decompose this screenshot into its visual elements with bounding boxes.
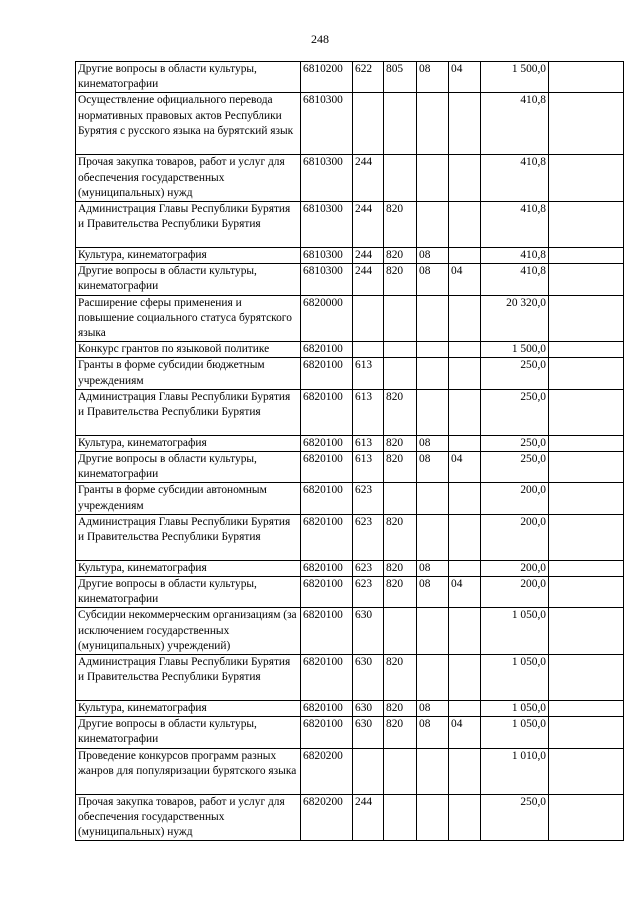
ministry-code: 820: [384, 202, 417, 248]
expense-type-code: 630: [353, 655, 384, 701]
ministry-code: 820: [384, 435, 417, 451]
table-row: [76, 389, 624, 435]
extra-column: [549, 514, 624, 560]
amount: 1 500,0: [481, 342, 549, 358]
amount: 200,0: [481, 560, 549, 576]
table-row: [76, 514, 624, 560]
table-row: [76, 248, 624, 264]
section-code: 08: [417, 560, 449, 576]
extra-column: [549, 62, 624, 93]
extra-column: [549, 483, 624, 514]
row-name: Администрация Главы Республики Бурятия и Правительства Республики Бурятия: [76, 514, 301, 560]
section-code: [417, 295, 449, 342]
section-code: 08: [417, 248, 449, 264]
extra-column: [549, 794, 624, 841]
expense-type-code: 244: [353, 202, 384, 248]
row-name: Другие вопросы в области культуры, кинематографии: [76, 577, 301, 608]
subsection-code: [449, 248, 481, 264]
extra-column: [549, 155, 624, 202]
expense-type-code: [353, 748, 384, 794]
row-name: Администрация Главы Республики Бурятия и Правительства Республики Бурятия: [76, 655, 301, 701]
ministry-code: 820: [384, 514, 417, 560]
target-code: 6820100: [301, 389, 353, 435]
row-name: Субсидии некоммерческим организациям (за исключением государственных (муниципальных) учреждений): [76, 608, 301, 655]
target-code: 6810300: [301, 93, 353, 155]
amount: 250,0: [481, 358, 549, 389]
row-name: Культура, кинематография: [76, 560, 301, 576]
amount: 410,8: [481, 93, 549, 155]
ministry-code: [384, 608, 417, 655]
expense-type-code: [353, 295, 384, 342]
target-code: 6820100: [301, 577, 353, 608]
ministry-code: [384, 483, 417, 514]
table-row: [76, 794, 624, 841]
expense-type-code: 623: [353, 560, 384, 576]
target-code: 6820200: [301, 794, 353, 841]
ministry-code: [384, 93, 417, 155]
extra-column: [549, 452, 624, 483]
table-row: [76, 264, 624, 295]
subsection-code: 04: [449, 264, 481, 295]
amount: 200,0: [481, 514, 549, 560]
row-name: Осуществление официального перевода нормативных правовых актов Республики Бурятия с русского языка на бурятский язык: [76, 93, 301, 155]
subsection-code: 04: [449, 717, 481, 748]
section-code: [417, 794, 449, 841]
row-name: Другие вопросы в области культуры, кинематографии: [76, 717, 301, 748]
row-name: Прочая закупка товаров, работ и услуг для обеспечения государственных (муниципальных) нужд: [76, 794, 301, 841]
target-code: 6820100: [301, 435, 353, 451]
section-code: 08: [417, 701, 449, 717]
table-row: [76, 62, 624, 93]
extra-column: [549, 389, 624, 435]
extra-column: [549, 717, 624, 748]
amount: 410,8: [481, 155, 549, 202]
expense-type-code: [353, 93, 384, 155]
row-name: Другие вопросы в области культуры, кинематографии: [76, 264, 301, 295]
target-code: 6810300: [301, 264, 353, 295]
target-code: 6820100: [301, 452, 353, 483]
table-row: [76, 452, 624, 483]
amount: 410,8: [481, 202, 549, 248]
ministry-code: 820: [384, 452, 417, 483]
budget-table: [75, 61, 624, 841]
ministry-code: 820: [384, 717, 417, 748]
row-name: Конкурс грантов по языковой политике: [76, 342, 301, 358]
subsection-code: [449, 93, 481, 155]
expense-type-code: 613: [353, 452, 384, 483]
target-code: 6810300: [301, 248, 353, 264]
expense-type-code: 630: [353, 608, 384, 655]
amount: 250,0: [481, 794, 549, 841]
table-row: [76, 560, 624, 576]
section-code: [417, 483, 449, 514]
row-name: Культура, кинематография: [76, 701, 301, 717]
amount: 250,0: [481, 452, 549, 483]
subsection-code: [449, 560, 481, 576]
subsection-code: 04: [449, 452, 481, 483]
table-row: [76, 483, 624, 514]
expense-type-code: [353, 342, 384, 358]
extra-column: [549, 701, 624, 717]
ministry-code: 820: [384, 248, 417, 264]
ministry-code: [384, 794, 417, 841]
table-row: [76, 608, 624, 655]
section-code: 08: [417, 62, 449, 93]
section-code: [417, 202, 449, 248]
table-row: [76, 295, 624, 342]
amount: 250,0: [481, 389, 549, 435]
subsection-code: [449, 748, 481, 794]
subsection-code: [449, 295, 481, 342]
section-code: [417, 514, 449, 560]
subsection-code: [449, 155, 481, 202]
target-code: 6820100: [301, 655, 353, 701]
row-name: Администрация Главы Республики Бурятия и Правительства Республики Бурятия: [76, 202, 301, 248]
table-row: [76, 93, 624, 155]
row-name: Гранты в форме субсидии автономным учреждениям: [76, 483, 301, 514]
row-name: Культура, кинематография: [76, 435, 301, 451]
target-code: 6820100: [301, 701, 353, 717]
target-code: 6820100: [301, 717, 353, 748]
extra-column: [549, 560, 624, 576]
section-code: 08: [417, 577, 449, 608]
target-code: 6820100: [301, 358, 353, 389]
subsection-code: [449, 514, 481, 560]
expense-type-code: 613: [353, 435, 384, 451]
ministry-code: 805: [384, 62, 417, 93]
target-code: 6810300: [301, 202, 353, 248]
section-code: [417, 358, 449, 389]
table-row: [76, 655, 624, 701]
subsection-code: [449, 794, 481, 841]
extra-column: [549, 577, 624, 608]
row-name: Культура, кинематография: [76, 248, 301, 264]
target-code: 6810300: [301, 155, 353, 202]
extra-column: [549, 202, 624, 248]
amount: 1 500,0: [481, 62, 549, 93]
table-row: [76, 358, 624, 389]
expense-type-code: 613: [353, 358, 384, 389]
section-code: [417, 155, 449, 202]
expense-type-code: 244: [353, 248, 384, 264]
expense-type-code: 623: [353, 514, 384, 560]
expense-type-code: 630: [353, 701, 384, 717]
section-code: [417, 93, 449, 155]
expense-type-code: 623: [353, 483, 384, 514]
amount: 410,8: [481, 264, 549, 295]
subsection-code: 04: [449, 577, 481, 608]
amount: 1 050,0: [481, 701, 549, 717]
expense-type-code: 244: [353, 264, 384, 295]
ministry-code: [384, 358, 417, 389]
subsection-code: [449, 389, 481, 435]
amount: 250,0: [481, 435, 549, 451]
row-name: Другие вопросы в области культуры, кинематографии: [76, 452, 301, 483]
table-row: [76, 342, 624, 358]
amount: 1 050,0: [481, 717, 549, 748]
ministry-code: 820: [384, 701, 417, 717]
subsection-code: [449, 435, 481, 451]
section-code: 08: [417, 435, 449, 451]
ministry-code: 820: [384, 655, 417, 701]
amount: 200,0: [481, 577, 549, 608]
ministry-code: [384, 155, 417, 202]
section-code: [417, 389, 449, 435]
extra-column: [549, 248, 624, 264]
section-code: [417, 342, 449, 358]
section-code: 08: [417, 264, 449, 295]
amount: 200,0: [481, 483, 549, 514]
row-name: Расширение сферы применения и повышение социального статуса бурятского языка: [76, 295, 301, 342]
extra-column: [549, 655, 624, 701]
expense-type-code: 613: [353, 389, 384, 435]
row-name: Администрация Главы Республики Бурятия и Правительства Республики Бурятия: [76, 389, 301, 435]
table-row: [76, 202, 624, 248]
target-code: 6820100: [301, 342, 353, 358]
ministry-code: [384, 748, 417, 794]
ministry-code: 820: [384, 560, 417, 576]
table-row: [76, 155, 624, 202]
extra-column: [549, 435, 624, 451]
subsection-code: [449, 202, 481, 248]
amount: 410,8: [481, 248, 549, 264]
subsection-code: [449, 701, 481, 717]
target-code: 6820100: [301, 560, 353, 576]
row-name: Гранты в форме субсидии бюджетным учреждениям: [76, 358, 301, 389]
target-code: 6820100: [301, 608, 353, 655]
row-name: Другие вопросы в области культуры, кинематографии: [76, 62, 301, 93]
subsection-code: [449, 608, 481, 655]
target-code: 6820200: [301, 748, 353, 794]
table-row: [76, 701, 624, 717]
subsection-code: 04: [449, 62, 481, 93]
expense-type-code: 244: [353, 794, 384, 841]
expense-type-code: 244: [353, 155, 384, 202]
extra-column: [549, 342, 624, 358]
row-name: Проведение конкурсов программ разных жанров для популяризации бурятского языка: [76, 748, 301, 794]
target-code: 6820100: [301, 483, 353, 514]
subsection-code: [449, 342, 481, 358]
page-number: 248: [311, 32, 329, 46]
extra-column: [549, 93, 624, 155]
section-code: 08: [417, 717, 449, 748]
table-row: [76, 577, 624, 608]
ministry-code: 820: [384, 389, 417, 435]
ministry-code: [384, 342, 417, 358]
extra-column: [549, 295, 624, 342]
table-row: [76, 748, 624, 794]
subsection-code: [449, 358, 481, 389]
amount: 1 050,0: [481, 655, 549, 701]
target-code: 6820000: [301, 295, 353, 342]
row-name: Прочая закупка товаров, работ и услуг для обеспечения государственных (муниципальных) нужд: [76, 155, 301, 202]
section-code: [417, 748, 449, 794]
table-row: [76, 435, 624, 451]
expense-type-code: 622: [353, 62, 384, 93]
table-row: [76, 717, 624, 748]
amount: 1 010,0: [481, 748, 549, 794]
extra-column: [549, 748, 624, 794]
section-code: [417, 608, 449, 655]
subsection-code: [449, 483, 481, 514]
budget-table-body: [76, 62, 624, 841]
extra-column: [549, 264, 624, 295]
ministry-code: 820: [384, 264, 417, 295]
target-code: 6820100: [301, 514, 353, 560]
ministry-code: 820: [384, 577, 417, 608]
section-code: 08: [417, 452, 449, 483]
subsection-code: [449, 655, 481, 701]
extra-column: [549, 608, 624, 655]
amount: 1 050,0: [481, 608, 549, 655]
ministry-code: [384, 295, 417, 342]
expense-type-code: 630: [353, 717, 384, 748]
extra-column: [549, 358, 624, 389]
amount: 20 320,0: [481, 295, 549, 342]
expense-type-code: 623: [353, 577, 384, 608]
target-code: 6810200: [301, 62, 353, 93]
section-code: [417, 655, 449, 701]
